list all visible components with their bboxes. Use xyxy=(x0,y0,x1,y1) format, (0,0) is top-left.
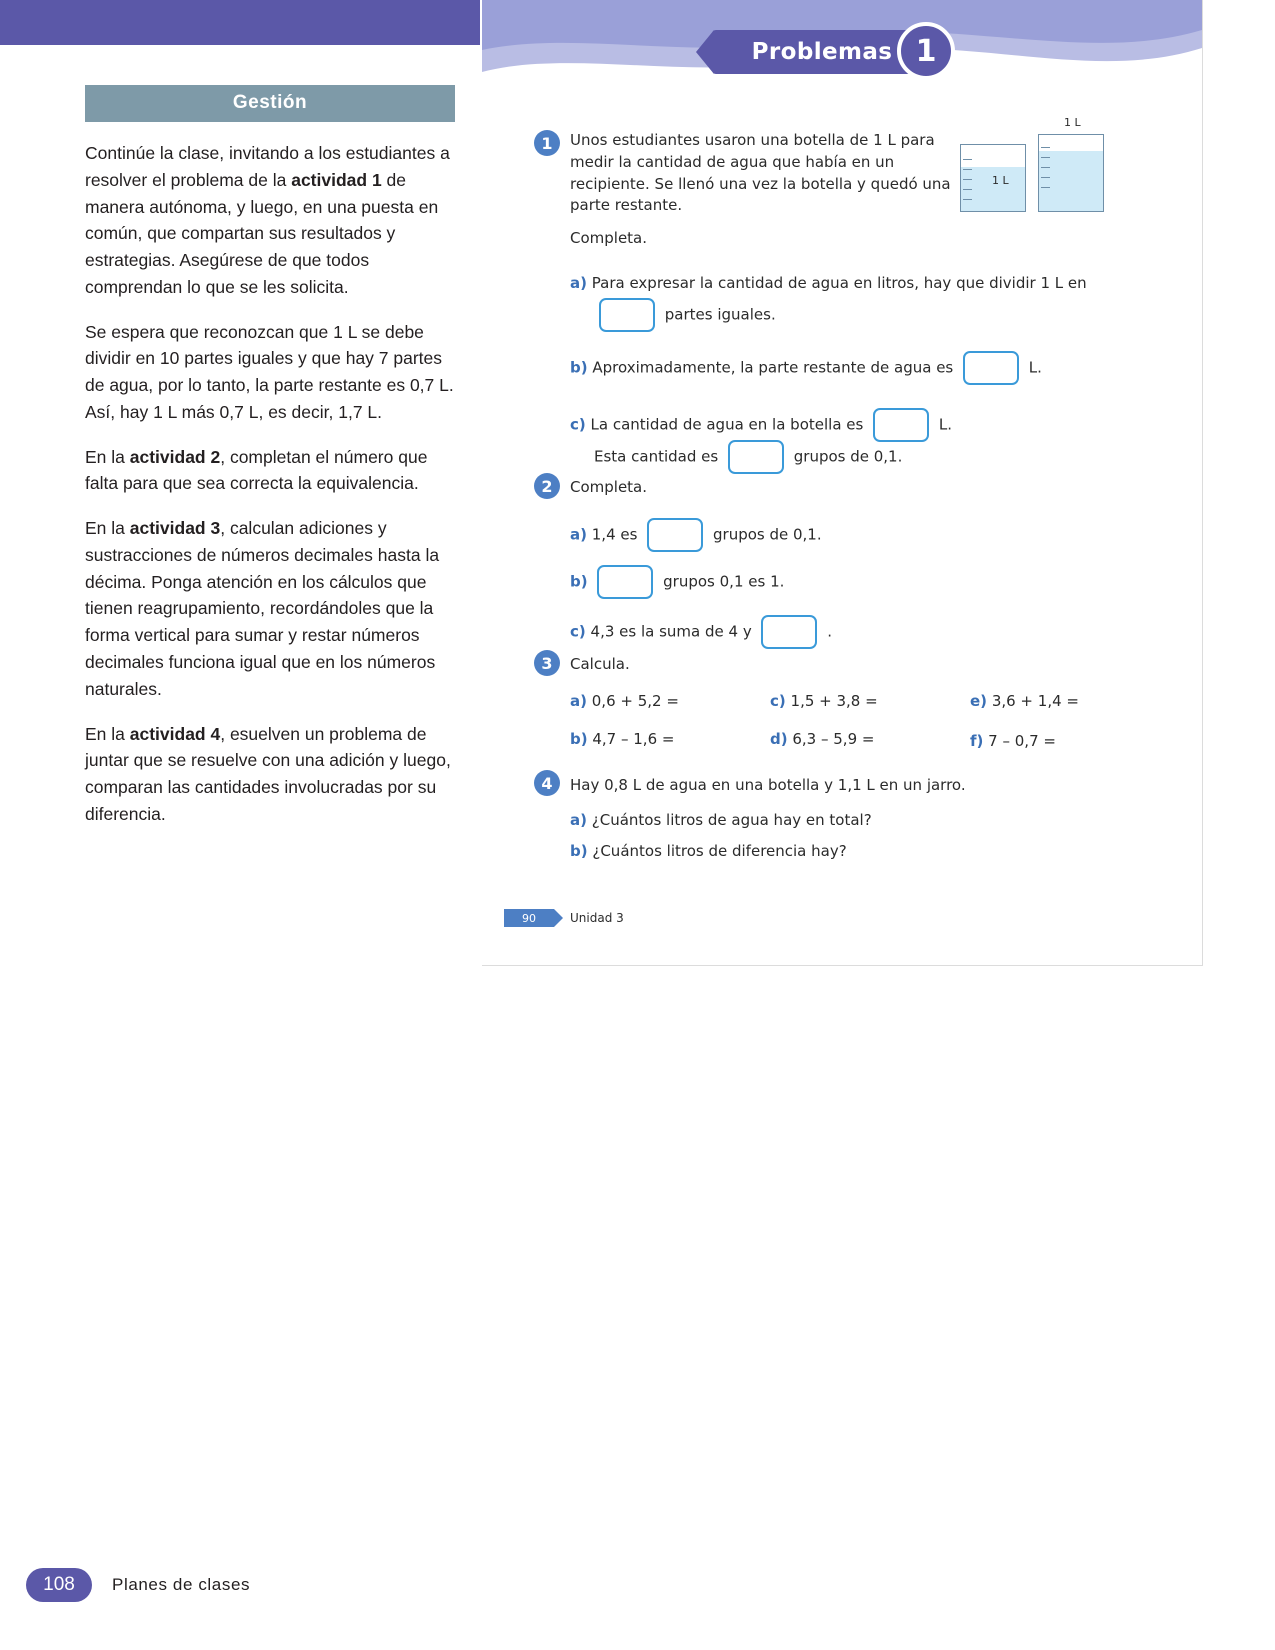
q3-f-expression: 7 – 0,7 = xyxy=(988,732,1056,750)
teacher-paragraph-1: Continúe la clase, invitando a los estudiantes a resolver el problema de la actividad 1 de manera autónoma, y luego, en una puesta en común, que compartan sus resultados y estrategias. Asegúrese de que todos comprendan lo que se les solicita. xyxy=(85,143,450,297)
q4-a-letter: a) xyxy=(570,811,587,829)
teacher-notes-column xyxy=(85,85,455,828)
beaker-small-label: 1 L xyxy=(992,174,1009,187)
student-page-preview xyxy=(482,0,1203,966)
q3-a-expression: 0,6 + 5,2 = xyxy=(591,692,679,710)
question-1-instruction: Completa. xyxy=(570,229,648,247)
beaker-large-water xyxy=(1039,151,1103,211)
banner-number-badge: 1 xyxy=(897,22,955,80)
q4-b-text: ¿Cuántos litros de diferencia hay? xyxy=(592,842,847,860)
student-page-unit: Unidad 3 xyxy=(570,911,624,925)
teacher-paragraph-2: Se espera que reconozcan que 1 L se debe dividir en 10 partes iguales y que hay 7 partes de agua, por lo tanto, la parte restante es 0,7 L. Así, hay 1 L más 0,7 L, es decir, 1,7 L. xyxy=(85,321,454,422)
q3-b-expression: 4,7 – 1,6 = xyxy=(592,730,675,748)
q3-f-letter: f) xyxy=(970,732,984,750)
question-3-number: 3 xyxy=(534,650,560,676)
q3-c-expression: 1,5 + 3,8 = xyxy=(790,692,878,710)
q2-a-text: 1,4 es xyxy=(591,525,638,544)
q2-a-text-after: grupos de 0,1. xyxy=(713,525,822,544)
q1-a-text: Para expresar la cantidad de agua en litros, hay que dividir 1 L en xyxy=(591,274,1087,292)
question-2-instruction: Completa. xyxy=(570,478,648,496)
q2-c-text-after: . xyxy=(827,622,833,641)
q1-c-text: La cantidad de agua en la botella es xyxy=(590,415,864,434)
q3-e-expression: 3,6 + 1,4 = xyxy=(991,692,1079,710)
teacher-paragraph-5: En la actividad 4, esuelven un problema de juntar que se resuelve con una adición y luego, comparan las cantidades involucradas por su diferencia. xyxy=(85,723,451,824)
q2-b-letter: b) xyxy=(570,572,588,591)
q1-b-letter: b) xyxy=(570,358,588,377)
header-band xyxy=(0,0,480,45)
question-1-statement: Unos estudiantes usaron una botella de 1 L para medir la cantidad de agua que había en un recipiente. Se llenó una vez la botella y quedó una parte restante. xyxy=(570,131,951,215)
q1-a-text-after: partes iguales. xyxy=(664,305,776,324)
question-4-number: 4 xyxy=(534,770,560,796)
student-page-number: 90 xyxy=(504,909,554,927)
book-footer-label: Planes de clases xyxy=(112,1575,251,1594)
question-3-instruction: Calcula. xyxy=(570,655,630,673)
q2-b-answer-box[interactable] xyxy=(597,565,653,599)
q1-b-text: Aproximadamente, la parte restante de agua es xyxy=(592,358,954,377)
teacher-paragraph-3: En la actividad 2, completan el número que falta para que sea correcta la equivalencia. xyxy=(85,446,428,494)
question-1-number: 1 xyxy=(534,130,560,156)
q3-e-letter: e) xyxy=(970,692,988,710)
book-page-number: 108 xyxy=(26,1568,92,1602)
q4-a-text: ¿Cuántos litros de agua hay en total? xyxy=(591,811,872,829)
q2-c-text: 4,3 es la suma de 4 y xyxy=(590,622,752,641)
q1-c2-text-after: grupos de 0,1. xyxy=(793,447,903,466)
q1-b-answer-box[interactable] xyxy=(963,351,1019,385)
q1-c-letter: c) xyxy=(570,415,586,434)
q1-c-answer-box[interactable] xyxy=(873,408,929,442)
q3-a-letter: a) xyxy=(570,692,587,710)
q1-b-text-after: L. xyxy=(1028,358,1042,377)
teacher-paragraph-4: En la actividad 3, calculan adiciones y sustracciones de números decimales hasta la décima. Ponga atención en los cálculos que tienen reagrupamiento, recordándoles que la forma vertical para sumar y restar números decimales funciona igual que en los números naturales. xyxy=(85,518,440,699)
q1-c2-text: Esta cantidad es xyxy=(594,447,719,466)
q3-d-expression: 6,3 – 5,9 = xyxy=(792,730,875,748)
q2-a-answer-box[interactable] xyxy=(647,518,703,552)
q4-b-letter: b) xyxy=(570,842,588,860)
q1-a-letter: a) xyxy=(570,274,587,292)
gestion-heading: Gestión xyxy=(85,85,455,122)
q3-b-letter: b) xyxy=(570,730,588,748)
q2-b-text-after: grupos 0,1 es 1. xyxy=(663,572,785,591)
beaker-large xyxy=(1038,134,1104,212)
beaker-large-label: 1 L xyxy=(1064,116,1081,129)
q2-c-letter: c) xyxy=(570,622,586,641)
q2-c-answer-box[interactable] xyxy=(761,615,817,649)
q3-d-letter: d) xyxy=(770,730,788,748)
book-footer xyxy=(0,1568,1275,1602)
q1-c2-answer-box[interactable] xyxy=(728,440,784,474)
banner-title: Problemas xyxy=(751,39,893,65)
question-2-number: 2 xyxy=(534,473,560,499)
q1-c-text-after: L. xyxy=(938,415,953,434)
q3-c-letter: c) xyxy=(770,692,786,710)
q2-a-letter: a) xyxy=(570,525,587,544)
q1-a-answer-box[interactable] xyxy=(599,298,655,332)
question-4-statement: Hay 0,8 L de agua en una botella y 1,1 L en un jarro. xyxy=(570,776,966,794)
